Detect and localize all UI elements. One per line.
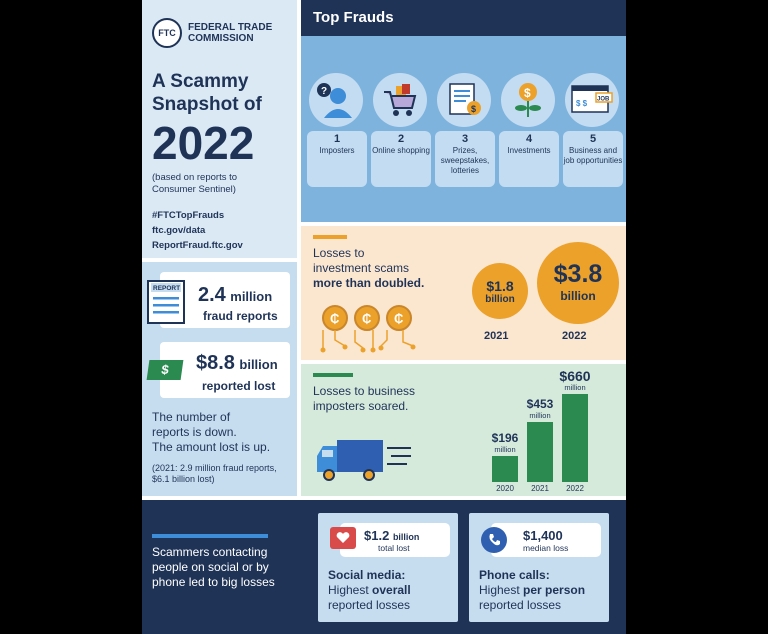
report-document-icon <box>147 280 185 324</box>
ftc-name: FEDERAL TRADE COMMISSION <box>188 22 273 44</box>
bar-value-2020: $196 million <box>482 432 528 456</box>
year-2021-label: 2021 <box>484 330 509 342</box>
report-label: REPORT <box>153 285 181 292</box>
business-panel <box>301 364 626 496</box>
loss-2021-circle <box>472 263 528 319</box>
top-frauds-panel <box>301 36 626 222</box>
fraud-label: Prizes, sweepstakes, lotteries <box>440 146 490 175</box>
phone-icon <box>481 527 507 553</box>
prize-certificate-icon <box>437 73 491 127</box>
bar-year-2021: 2021 <box>531 484 549 493</box>
reports-value-row <box>198 284 272 307</box>
fraud-rank: 5 <box>589 133 597 145</box>
social-value: $1.2 <box>364 528 390 543</box>
top-frauds-heading: Top Frauds <box>301 0 626 36</box>
phone-loss-pill <box>491 523 601 557</box>
delivery-truck-icon <box>315 434 415 486</box>
year-title: 2022 <box>152 117 255 169</box>
social-line-3: reported losses <box>328 598 411 612</box>
social-loss-pill <box>340 523 450 557</box>
year-2022-label: 2022 <box>562 330 587 342</box>
bar-value-2021: $453 million <box>517 398 563 422</box>
hashtag-link[interactable]: #FTCTopFrauds <box>152 210 225 221</box>
accent-bar <box>152 534 268 538</box>
bar-unit: million <box>529 410 551 420</box>
social-loss-sub: total lost <box>378 543 410 553</box>
phone-calls-summary <box>479 568 585 613</box>
fraud-label: Online shopping <box>372 146 430 155</box>
money-plant-icon <box>501 73 555 127</box>
coin-symbol: ₵ <box>330 311 340 326</box>
investment-panel <box>301 226 626 360</box>
job-tag: JOB <box>597 96 610 103</box>
social-line-2 <box>328 583 411 598</box>
basis-note: (based on reports to Consumer Sentinel) <box>152 172 238 195</box>
lost-card <box>160 342 290 398</box>
lost-value: $8.8 <box>196 352 235 374</box>
coin-symbol: ₵ <box>394 311 404 326</box>
loss-2022-circle <box>537 242 619 324</box>
social-media-card <box>318 513 458 622</box>
investment-line-3: more than doubled. <box>313 276 425 290</box>
phone-calls-card <box>469 513 609 622</box>
reports-unit: million <box>230 289 273 304</box>
job-money: $ $ <box>576 99 588 108</box>
social-media-summary <box>328 568 411 613</box>
links-list <box>152 208 287 253</box>
phone-line-2-pre: Highest <box>479 583 524 597</box>
phone-line-3: reported losses <box>479 598 562 612</box>
bar-year-2020: 2020 <box>496 484 514 493</box>
phone-title: Phone calls: <box>479 568 550 582</box>
stats-panel <box>142 262 297 496</box>
business-line-1: Losses to business <box>313 384 416 398</box>
phone-loss-sub: median loss <box>523 543 569 553</box>
hero-panel <box>142 0 297 258</box>
prior-year-note: (2021: 2.9 million fraud reports, $6.1 billion lost) <box>152 463 277 484</box>
accent-bar <box>313 373 353 377</box>
trend-line-3: The amount lost is up. <box>152 440 271 454</box>
fraud-rank: 4 <box>525 133 533 145</box>
social-line-2-pre: Highest <box>328 583 373 597</box>
bar-value-2022: $660 million <box>552 370 598 394</box>
coin-symbol: ₵ <box>362 311 372 326</box>
bar-2021 <box>527 422 553 482</box>
loss-2022-value: $3.8 <box>553 260 603 288</box>
ftc-seal-icon: FTC <box>152 18 182 48</box>
report-link[interactable]: ReportFraud.ftc.gov <box>152 240 243 251</box>
ftc-logo <box>152 18 287 48</box>
fraud-item-imposters <box>307 131 367 187</box>
reports-label: fraud reports <box>203 309 278 323</box>
business-line-2: imposters soared. <box>313 399 409 413</box>
investment-text <box>313 246 453 291</box>
shopping-cart-icon <box>373 73 427 127</box>
fraud-item-online-shopping <box>371 131 431 187</box>
phone-line-2 <box>479 583 585 598</box>
investment-line-2: investment scams <box>313 261 410 275</box>
data-link[interactable]: ftc.gov/data <box>152 225 206 236</box>
contact-method-text: Scammers contacting people on social or by phone led to big losses <box>152 545 275 589</box>
loss-2021-unit: billion <box>485 294 515 305</box>
bar-year-2022: 2022 <box>566 484 584 493</box>
loss-2021-value: $1.8 <box>486 278 514 294</box>
prize-dollar: $ <box>471 104 477 114</box>
fraud-rank: 2 <box>397 133 405 145</box>
page-title <box>152 70 287 116</box>
reports-value: 2.4 <box>198 284 226 306</box>
phone-loss-value: $1,400 <box>523 528 563 543</box>
social-title: Social media: <box>328 568 406 582</box>
title-line-1: A Scammy <box>152 71 249 92</box>
contact-method-panel <box>142 500 626 634</box>
imposter-icon <box>309 73 363 127</box>
social-unit: billion <box>392 532 420 542</box>
heart-icon <box>330 527 356 549</box>
reports-card <box>153 272 290 328</box>
trend-note <box>152 410 270 455</box>
fraud-item-prizes <box>435 131 495 187</box>
title-line-2: Snapshot of <box>152 94 262 115</box>
bar-unit: million <box>494 444 516 454</box>
bar-2020 <box>492 456 518 482</box>
infographic <box>142 0 626 634</box>
lost-value-row <box>196 352 278 375</box>
lost-unit: billion <box>239 357 278 372</box>
fraud-label: Imposters <box>319 146 355 155</box>
trend-line-1: The number of <box>152 410 231 424</box>
question-mark: ? <box>321 86 328 97</box>
social-line-2-bold: overall <box>372 583 411 597</box>
money-bill-icon: $ <box>147 360 184 380</box>
loss-2022-unit: billion <box>560 289 596 303</box>
business-text <box>313 384 415 414</box>
fraud-item-investments <box>499 131 559 187</box>
bar-unit: million <box>564 383 586 392</box>
fraud-label: Business and job opportunities <box>563 146 623 165</box>
lost-label: reported lost <box>202 379 276 393</box>
fraud-label: Investments <box>507 146 551 155</box>
fraud-item-business <box>563 131 623 187</box>
trend-line-2: reports is down. <box>152 425 237 439</box>
bar-2022 <box>562 394 588 482</box>
phone-line-2-bold: per person <box>523 583 586 597</box>
accent-bar <box>313 235 347 239</box>
crypto-coins-icon <box>315 302 425 356</box>
fraud-rank: 1 <box>333 133 341 145</box>
social-loss-value <box>364 528 419 543</box>
job-website-icon <box>565 73 619 127</box>
investment-line-1: Losses to <box>313 246 365 260</box>
plant-dollar: $ <box>524 86 531 100</box>
fraud-rank: 3 <box>461 133 469 145</box>
